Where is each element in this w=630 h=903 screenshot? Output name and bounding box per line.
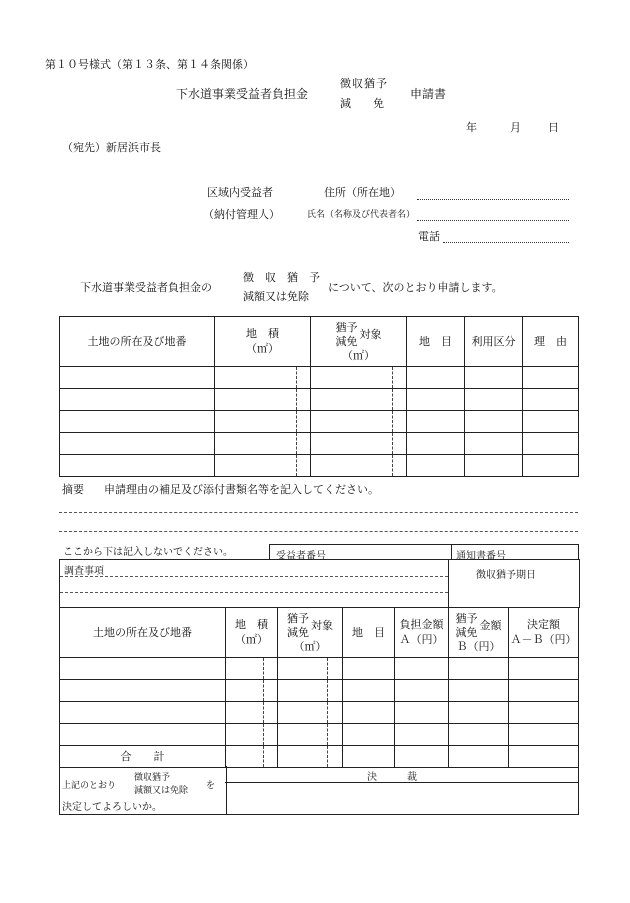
land-table [59, 316, 579, 477]
deferral-deadline-label: 徴収猶予期日 [476, 570, 536, 581]
summary-line-1[interactable] [59, 512, 578, 513]
summary-text: 申請理由の補足及び添付書類名等を記入してください。 [104, 483, 379, 496]
header-area [215, 317, 311, 367]
office-table-header [60, 608, 579, 658]
notice-number-label: 通知書番号 [456, 551, 506, 562]
decision-request-box [59, 766, 227, 815]
land-table-row[interactable] [60, 411, 579, 433]
decision-prefix: 上記のとおり [62, 781, 117, 791]
office-table-row[interactable] [60, 658, 579, 680]
office-header-decision-unit: Ａ－Ｂ（円） [510, 632, 577, 646]
office-header-burden-label: 負担金額 [399, 618, 444, 632]
land-table-row[interactable] [60, 433, 579, 455]
date-year: 年 [466, 121, 477, 134]
investigation-box [59, 559, 580, 608]
header-target-bottom: 減免 [335, 334, 358, 348]
summary-label: 摘要 [62, 483, 84, 496]
statement-prefix: 下水道事業受益者負担金の [80, 281, 212, 294]
office-header-amount-top: 猶予 [455, 611, 478, 625]
header-area-label: 地 積 [246, 327, 279, 341]
decision-particle: を [206, 781, 216, 791]
header-target-unit: （㎡） [342, 349, 375, 363]
total-label: 合 計 [60, 746, 226, 768]
land-table-row[interactable] [60, 367, 579, 389]
beneficiary-number-label: 受益者番号 [276, 551, 326, 562]
office-table-row[interactable] [60, 680, 579, 702]
title-right: 申請書 [410, 87, 447, 101]
investigation-line-1[interactable] [60, 576, 448, 577]
office-header-amount-bottom: 減免 [455, 625, 478, 639]
land-table-header [60, 317, 579, 367]
office-notice: ここから下は記入しないでください。 [63, 547, 233, 558]
phone-label: 電話 [418, 230, 440, 243]
office-header-location: 土地の所在及び地番 [60, 608, 226, 658]
role-sub-label: （納付管理人） [203, 208, 280, 221]
header-target-top: 猶予 [335, 320, 358, 334]
name-label: 氏名（名称及び代表者名） [307, 210, 416, 220]
office-table-row[interactable] [60, 702, 579, 724]
office-table-row[interactable] [60, 724, 579, 746]
office-header-burden [395, 608, 449, 658]
office-header-category: 地 目 [343, 608, 395, 658]
office-header-target [278, 608, 343, 658]
office-header-target-bottom: 減免 [287, 625, 309, 639]
role-label: 区域内受益者 [207, 186, 273, 199]
decision-option-bottom: 減額又は免除 [134, 786, 189, 796]
land-table-row[interactable] [60, 455, 579, 477]
office-header-amount-unit: Ｂ（円） [456, 640, 501, 654]
date-day: 日 [548, 121, 559, 134]
office-header-amount-label: 金額 [479, 619, 502, 633]
addressee: （宛先）新居浜市長 [62, 141, 161, 154]
land-table-row[interactable] [60, 389, 579, 411]
statement-option-bottom: 減額又は免除 [243, 290, 309, 303]
form-number: 第１０号様式（第１３条、第１４条関係） [45, 58, 254, 71]
phone-field[interactable] [443, 242, 569, 243]
office-header-area-label: 地 積 [235, 618, 268, 632]
header-location: 土地の所在及び地番 [60, 317, 215, 367]
office-header-target-unit: （㎡） [293, 640, 327, 654]
office-header-decision-label: 決定額 [527, 618, 560, 632]
summary-line-2[interactable] [59, 531, 578, 532]
decision-option-top: 徴収猶予 [134, 773, 171, 783]
approval-box [225, 766, 579, 815]
header-reason: 理 由 [523, 317, 579, 367]
notice-number-box [450, 544, 579, 560]
header-category: 地 目 [407, 317, 465, 367]
decision-line2: 決定してよろしいか。 [62, 802, 162, 813]
header-usage: 利用区分 [465, 317, 523, 367]
office-header-target-top: 猶予 [287, 611, 309, 625]
title-option-top: 徴収猶予 [340, 77, 388, 90]
office-header-area-unit: （㎡） [235, 632, 268, 646]
office-header-amount [449, 608, 509, 658]
office-table [59, 607, 579, 768]
office-header-burden-unit: Ａ（円） [399, 632, 444, 646]
investigation-line-2[interactable] [60, 592, 448, 593]
header-area-unit: （㎡） [246, 341, 279, 355]
header-target [311, 317, 407, 367]
office-header-area [226, 608, 278, 658]
header-target-label: 対象 [359, 328, 382, 342]
beneficiary-number-box [269, 544, 452, 560]
statement-suffix: について、次のとおり申請します。 [328, 281, 503, 294]
investigation-label: 調査事項 [64, 566, 104, 577]
approval-label: 決 裁 [367, 772, 417, 783]
office-header-decision [509, 608, 579, 658]
office-header-target-label: 対象 [311, 619, 333, 633]
address-label: 住所（所在地） [324, 186, 401, 199]
title-left: 下水道事業受益者負担金 [176, 87, 309, 101]
statement-option-top: 徴 収 猶 予 [243, 271, 320, 284]
date-month: 月 [510, 121, 521, 134]
name-field[interactable] [417, 220, 569, 221]
address-field[interactable] [417, 199, 569, 200]
title-option-bottom: 減 免 [340, 97, 384, 110]
office-table-total-row [60, 746, 579, 768]
